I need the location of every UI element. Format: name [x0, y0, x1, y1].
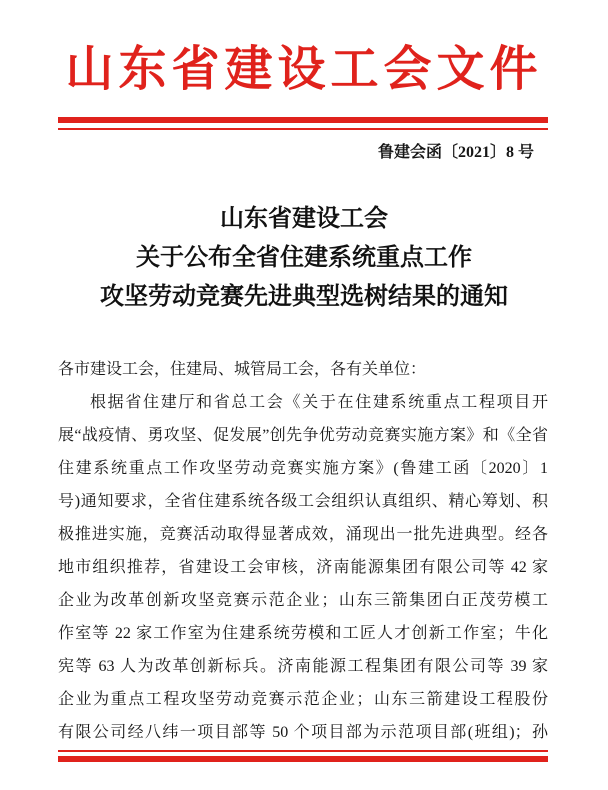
document-title-line: 攻坚劳动竞赛先进典型选树结果的通知 [100, 284, 508, 310]
document-title-line: 山东省建设工会 [220, 206, 388, 232]
body-text-line: 展“战疫情、勇攻坚、促发展”创先争优劳动竞赛实施方案》和《全省 [58, 427, 548, 444]
document-title [0, 200, 608, 317]
body-text-line: 企业为改革创新攻坚竞赛示范企业；山东三箭集团白正茂劳模工 [58, 592, 548, 609]
document-title-line: 关于公布全省住建系统重点工作 [136, 245, 472, 271]
body-text [58, 386, 548, 749]
page-bottom-divider-thick-line [58, 756, 548, 762]
salutation-line: 各市建设工会，住建局、城管局工会，各有关单位： [58, 361, 427, 378]
body-text-line: 宪等 63 人为改革创新标兵。济南能源工程集团有限公司等 39 家 [58, 658, 548, 675]
body-text-line: 住建系统重点工作攻坚劳动竞赛实施方案》(鲁建工函〔2020〕1 [58, 460, 548, 477]
letterhead-divider-thick-line [58, 117, 548, 123]
page-bottom-divider-thin-line [58, 750, 548, 752]
body-text-line: 有限公司经八纬一项目部等 50 个项目部为示范项目部(班组)；孙 [58, 724, 548, 741]
body-text-line: 企业为重点工程攻坚劳动竞赛示范企业；山东三箭建设工程股份 [58, 691, 548, 708]
document-reference-number: 鲁建会函〔2021〕8 号 [377, 144, 534, 161]
letterhead-divider [58, 117, 548, 130]
page-bottom-divider [58, 750, 548, 762]
body-text-line: 地市组织推荐，省建设工会审核，济南能源集团有限公司等 42 家 [58, 559, 548, 576]
letterhead-divider-thin-line [58, 128, 548, 130]
body-text-line: 极推进实施，竞赛活动取得显著成效，涌现出一批先进典型。经各 [58, 526, 548, 543]
body-text-line: 作室等 22 家工作室为住建系统劳模和工匠人才创新工作室；牛化 [58, 625, 548, 642]
red-letterhead-title: 山东省建设工会文件 [65, 43, 543, 96]
body-text-line: 根据省住建厅和省总工会《关于在住建系统重点工程项目开 [90, 394, 548, 411]
body-text-line: 号)通知要求，全省住建系统各级工会组织认真组织、精心筹划、积 [58, 493, 548, 510]
